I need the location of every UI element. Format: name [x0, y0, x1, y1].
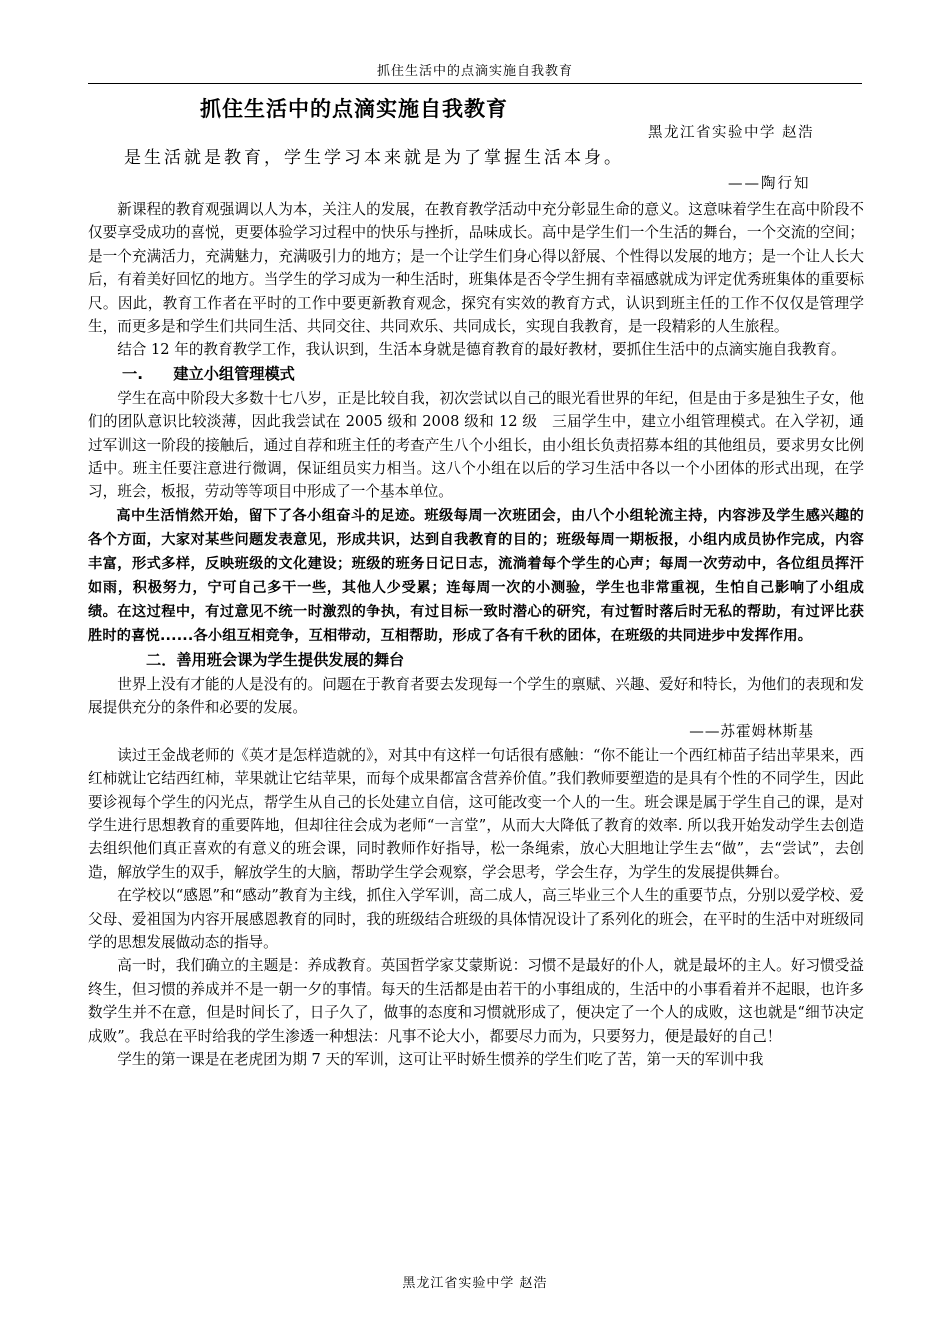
section2-paragraph: 学生的第一课是在老虎团为期 7 天的军训，这可让平时娇生惯养的学生们吃了苦，第一天的军训中我 — [117, 1050, 764, 1068]
section2-quote: 世界上没有才能的人是没有的。问题在于教育者要去发现每一个学生的禀赋、兴趣、爱好和特长，为他们的表现和发展提供充分的条件和必要的发展。 — [88, 675, 864, 717]
intro-paragraph: 结合 12 年的教育教学工作，我认识到，生活本身就是德育教育的最好教材，要抓住生活中的点滴实施自我教育。 — [117, 341, 846, 359]
intro-paragraph: 新课程的教育观强调以人为本，关注人的发展，在教育教学活动中充分彰显生命的意义。这意味着学生在高中阶段不仅要享受成功的喜悦，更要体验学习过程中的快乐与挫折，品味成长。高中是学生们一个生活的舞台，一个交流的空间；是一个充满活力，充满魅力，充满吸引力的地方；是一个让学生们身心得以舒展、个性得以发展的地方；是一个让人长大后，有着美好回忆的地方。当学生的学习成为一种生活时，班集体是否令学生拥有幸福感就成为评定优秀班集体的重要标尺。因此，教育工作者在平时的工作中要更新教育观念，探究有实效的教育方式，认识到班主任的工作不仅仅是管理学生，而更多是和学生们共同生活、共同交往、共同欢乐、共同成长，实现自我教育，是一段精彩的人生旅程。 — [88, 201, 864, 336]
section1-paragraph: 学生在高中阶段大多数十七八岁，正是比较自我，初次尝试以自己的眼光看世界的年纪，但是由于多是独生子女，他们的团队意识比较淡薄，因此我尝试在 2005 级和 2008 级和 12 级 三届学生中，建立小组管理模式。在入学初，通过军训这一阶段的接触后，通过自荐和班主任的考查产生八个小组长，由小组长负责招募本组的其他组员，要求男女比例适中。班主任要注意进行微调，保证组员实力相当。这八个小组在以后的学习生活中各以一个小团体的形式出现，在学习，班会，板报，劳动等等项目中形成了一个基本单位。 — [88, 389, 864, 501]
section1-paragraph-bold: 高中生活悄然开始，留下了各小组奋斗的足迹。班级每周一次班团会，由八个小组轮流主持，内容涉及学生感兴趣的各个方面，大家对某些问题发表意见，形成共识，达到自我教育的目的；班级每周一期板报，小组内成员协作完成，内容丰富，形式多样，反映班级的文化建设；班级的班务日记日志，流淌着每个学生的心声；每周一次劳动中，各位组员挥汗如雨，积极努力，宁可自己多干一些，其他人少受累；连每周一次的小测验，学生也非常重视，生怕自己影响了小组成绩。在这过程中，有过意见不统一时激烈的争执，有过目标一致时潜心的研究，有过暂时落后时无私的帮助，有过评比获胜时的喜悦......各小组互相竞争，互相带动，互相帮助，形成了各有千秋的团体，在班级的共同进步中发挥作用。 — [88, 507, 864, 644]
section-heading-2: 二．善用班会课为学生提供发展的舞台 — [146, 650, 405, 669]
section2-paragraph: 在学校以“感恩”和“感动”教育为主线，抓住入学军训，高二成人，高三毕业三个人生的重要节点，分别以爱学校、爱父母、爱祖国为内容开展感恩教育的同时，我的班级结合班级的具体情况设计了系列化的班会，在平时的生活中对班级同学的思想发展做动态的指导。 — [88, 887, 864, 951]
article-title: 抓住生活中的点滴实施自我教育 — [200, 97, 508, 121]
section2-quote-source: ——苏霍姆林斯基 — [689, 722, 814, 740]
running-footer: 黑龙江省实验中学 赵浩 — [402, 1276, 548, 1291]
section2-paragraph: 高一时，我们确立的主题是：养成教育。英国哲学家艾蒙斯说：习惯不是最好的仆人，就是最坏的主人。好习惯受益终生，但习惯的养成并不是一朝一夕的事情。每天的生活都是由若干的小事组成的，生活中的小事看着并不起眼，也许多数学生并不在意，但是时间长了，日子久了，做事的态度和习惯就形成了，便决定了一个人的成败，这也就是“细节决定成败”。我总在平时给我的学生渗透一种想法：凡事不论大小，都要尽力而为，只要努力，便是最好的自己！ — [88, 957, 864, 1045]
header-divider — [88, 83, 862, 84]
section-heading-1: 一. 建立小组管理模式 — [122, 364, 295, 383]
article-body — [88, 198, 864, 1071]
epigraph: 是生活就是教育，学生学习本来就是为了掌握生活本身。 — [124, 148, 624, 168]
article-author: 黑龙江省实验中学 赵浩 — [648, 125, 815, 141]
running-header: 抓住生活中的点滴实施自我教育 — [376, 64, 573, 79]
section2-paragraph: 读过王金战老师的《英才是怎样造就的》，对其中有这样一句话很有感触：“你不能让一个西红柿苗子结出苹果来，西红柿就让它结西红柿，苹果就让它结苹果，而每个成果都富含营养价值。”我们教师要塑造的是具有个性的不同学生，因此要诊视每个学生的闪光点，帮学生从自己的长处建立自信，这可能改变一个人的一生。班会课是属于学生自己的课，是对学生进行思想教育的重要阵地，但却往往会成为老师“一言堂”，从而大大降低了教育的效率. 所以我开始发动学生去创造去组织他们真正喜欢的有意义的班会课，同时教师作好指导，松一条绳索，放心大胆地让学生去“做”，去“尝试”，去创造，解放学生的双手，解放学生的大脑，帮助学生学会观察，学会思考，学会生存，为学生的发展提供舞台。 — [88, 746, 864, 881]
epigraph-source: ——陶行知 — [728, 176, 811, 192]
